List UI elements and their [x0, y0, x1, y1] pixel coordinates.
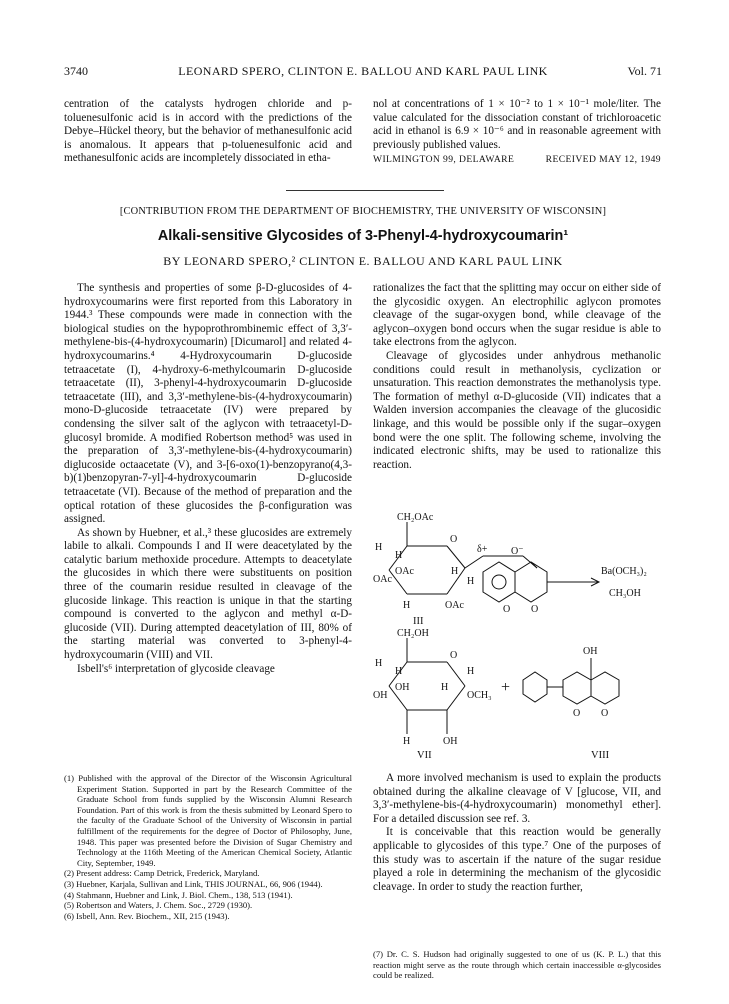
running-authors: LEONARD SPERO, CLINTON E. BALLOU AND KARL PAUL LINK — [178, 64, 548, 78]
scheme-coumarin-co: O — [503, 604, 511, 615]
scheme-glyco-o: O⁻ — [511, 546, 524, 557]
footnotes — [64, 773, 352, 921]
footnote: (1) Published with the approval of the Director of the Wisconsin Agricultural Experiment Station. Supported in part by the Research Committee of the Graduate School from funds supplied by the Wisconsin Alumni Research Foundation. Part of this work is from the thesis submitted by Leonard Spero to the faculty of the Graduate School of the University of Wisconsin in partial fulfillment of the requirements for the degree of Doctor of Philosophy, June, 1948. This paper was presented before the Division of Sugar Chemistry and Technology at the 116th Meeting of the American Chemical Society, Atlantic City, September, 1949. — [64, 773, 352, 868]
footnote: (2) Present address: Camp Detrick, Frederick, Maryland. — [64, 868, 260, 879]
running-header — [64, 64, 662, 80]
article-title: Alkali-sensitive Glycosides of 3-Phenyl-4-hydroxycoumarin¹ — [157, 228, 569, 244]
scheme-coumarin-oh: OH — [583, 646, 598, 657]
main-right-column — [373, 282, 661, 472]
main-left-column — [64, 282, 352, 676]
scheme-och3: OCH₃ — [467, 690, 492, 701]
scheme-oac: OAc — [373, 574, 392, 585]
prev-article-left-column — [64, 98, 352, 166]
scheme-plus: + — [501, 679, 511, 696]
scheme-h: H — [467, 666, 475, 677]
scheme-coumarin-o: O — [531, 604, 539, 615]
scheme-h: H — [395, 550, 403, 561]
paragraph: Isbell's⁶ interpretation of glycoside cleavage — [77, 662, 275, 675]
paragraph: rationalizes the fact that the splitting may occur on either side of the glycosidic oxygen. An electrophilic aglycon promotes cleavage of the sugar-oxygen bond, while cleavage of the aglycon–oxygen bond occurs when the sugar residue is able to take electrons from the aglycon. — [373, 282, 661, 349]
scheme-h: H — [395, 666, 403, 677]
paragraph: The synthesis and properties of some β-D-glucosides of 4-hydroxycoumarins were first reported from this Laboratory in 1944.³ These compounds were made in connection with the biological studies on the hypoprothrombinemic effect of 3,3′-methylene-bis-(4-hydroxycoumarin) [Dicumarol] and related 4-hydroxycoumarins.⁴ 4-Hydroxycoumarin D-glucoside tetraacetate (I), 4-hydroxy-6-methylcoumarin D-glucoside tetraacetate (II), 3-phenyl-4-hydroxycoumarin D-glucoside tetraacetate (III), and 3,3′-methylene-bis-(4-hydroxycoumarin) mono-D-glucoside tetraacetate (IV) were prepared by condensing the silver salt of the aglycon with tetraacetyl-D-glucosyl bromide. A modified Robertson method⁵ was used in the preparation of 3,3′-methylene-bis-(4-hydroxycoumarin) diglucoside octaacetate (V), and 3-[6-oxo(1)-benzopyrano(4,3-b)(1)benzopyran-7-yl]-4-hydroxycoumarin D-glucoside tetraacetate (VI). Because of the method of preparation and the optical rotation of these glucosides the β-configuration was assigned. — [64, 282, 352, 526]
scheme-ring-o: O — [450, 650, 458, 661]
scheme-label-viii: VIII — [591, 750, 610, 761]
contribution-line: [CONTRIBUTION FROM THE DEPARTMENT OF BIOCHEMISTRY, THE UNIVERSITY OF WISCONSIN] — [119, 206, 607, 217]
prev-article-signature — [373, 153, 661, 167]
footnote: (5) Robertson and Waters, J. Chem. Soc., 2729 (1930). — [64, 900, 253, 911]
received-date: RECEIVED MAY 12, 1949 — [545, 154, 661, 166]
lower-right-column — [373, 772, 661, 894]
article-byline: BY LEONARD SPERO,² CLINTON E. BALLOU AND KARL PAUL LINK — [163, 254, 563, 268]
footnote: (6) Isbell, Ann. Rev. Biochem., XII, 215 (1943). — [64, 910, 230, 921]
scheme-coumarin-o: O — [601, 708, 609, 719]
footnote-7: (7) Dr. C. S. Hudson had originally suggested to one of us (K. P. L.) that this reaction might serve as the route through which certain inaccessible α-glycosides could be realized. — [373, 949, 661, 981]
scheme-h: H — [467, 576, 475, 587]
paragraph: Cleavage of glycosides under anhydrous methanolic conditions could result in methanolysis, cyclization or unsaturation. This reaction demonstrates the methanolysis type. The formation of methyl α-D-glucoside (VII) indicates that a Walden inversion accompanies the cleavage of the glucosidic linkage, and this would be possible only if the sugar–oxygen bond were the one split. The following scheme, involving the indicated electronic shifts, may be used to rationalize this reaction. — [373, 349, 661, 471]
reaction-scheme — [373, 512, 661, 770]
prev-article-right-column — [373, 98, 661, 167]
paragraph: A more involved mechanism is used to explain the products obtained during the alkaline cleavage of V [glucose, VII, and 3,3′-methylene-bis-(4-hydroxycoumarin) monomethyl ether]. For a detailed discussion see ref. 3. — [373, 772, 661, 825]
page-number: 3740 — [64, 64, 88, 78]
scheme-oac: OAc — [445, 600, 464, 611]
prev-article-text-right: nol at concentrations of 1 × 10⁻² to 1 × 10⁻¹ mole/liter. The value calculated for the dissociation constant of trichloroacetic acid in ethanol is 6.9 × 10⁻⁶ and in reasonable agreement with previously published values. — [373, 98, 661, 151]
scheme-ch2oac: CH₂OAc — [397, 512, 434, 523]
scheme-coumarin-co: O — [573, 708, 581, 719]
scheme-oh: OH — [373, 690, 388, 701]
scheme-label-vii: VII — [417, 750, 432, 761]
paragraph: It is conceivable that this reaction would be generally applicable to glycosides of this type.⁷ One of the purposes of this study was to ascertain if the nature of the sugar residue played a role in determining the mechanism of the glycosidic cleavage. In order to study the reaction further, — [373, 826, 661, 893]
footnote: (4) Stahmann, Huebner and Link, J. Biol. Chem., 138, 513 (1941). — [64, 889, 293, 900]
scheme-h: H — [403, 600, 411, 611]
scheme-h: H — [375, 542, 383, 553]
paragraph: As shown by Huebner, et al.,³ these glucosides are extremely labile to alkali. Compounds I and II were deacetylated by the catalytic barium methoxide procedure. Attempts to deacetylate the glucosides in which there were substituents on position three of the coumarin residue resulted in cleavage of the glucoside linkage. This reaction is unique in that the starting compound is converted to the aglycon and methyl α-D-glucoside (VII). During attempted deacetylation of III, 80% of the starting material was converted to 3-phenyl-4-hydroxycoumarin (VIII) and VII. — [64, 526, 352, 662]
scheme-solvent: CH₃OH — [609, 588, 641, 599]
scheme-h: H — [375, 658, 383, 669]
scheme-h: H — [403, 736, 411, 747]
scheme-delta-plus: δ+ — [477, 544, 488, 555]
prev-article-text-left: centration of the catalysts hydrogen chloride and p-toluenesulfonic acid is in accord with the predictions of the Debye–Hückel theory, but the behavior of methanesulfonic acid is anomalous. It appears that p-toluenesulfonic acid and methanesulfonic acids are incompletely dissociated in etha- — [64, 98, 352, 165]
scheme-oh: OH — [395, 682, 410, 693]
section-divider — [286, 190, 444, 191]
scheme-oac: OAc — [395, 566, 414, 577]
volume-label: Vol. 71 — [627, 64, 662, 78]
scheme-oh: OH — [443, 736, 458, 747]
scheme-h: H — [451, 566, 459, 577]
footnote: (3) Huebner, Karjala, Sullivan and Link, THIS JOURNAL, 66, 906 (1944). — [64, 878, 323, 889]
scheme-label-iii: III — [413, 616, 424, 627]
location: WILMINGTON 99, DELAWARE — [373, 154, 515, 166]
scheme-ch2oh: CH₂OH — [397, 628, 429, 639]
scheme-h: H — [441, 682, 449, 693]
scheme-ring-o: O — [450, 534, 458, 545]
scheme-reagent: Ba(OCH₃)₂ — [601, 566, 647, 577]
